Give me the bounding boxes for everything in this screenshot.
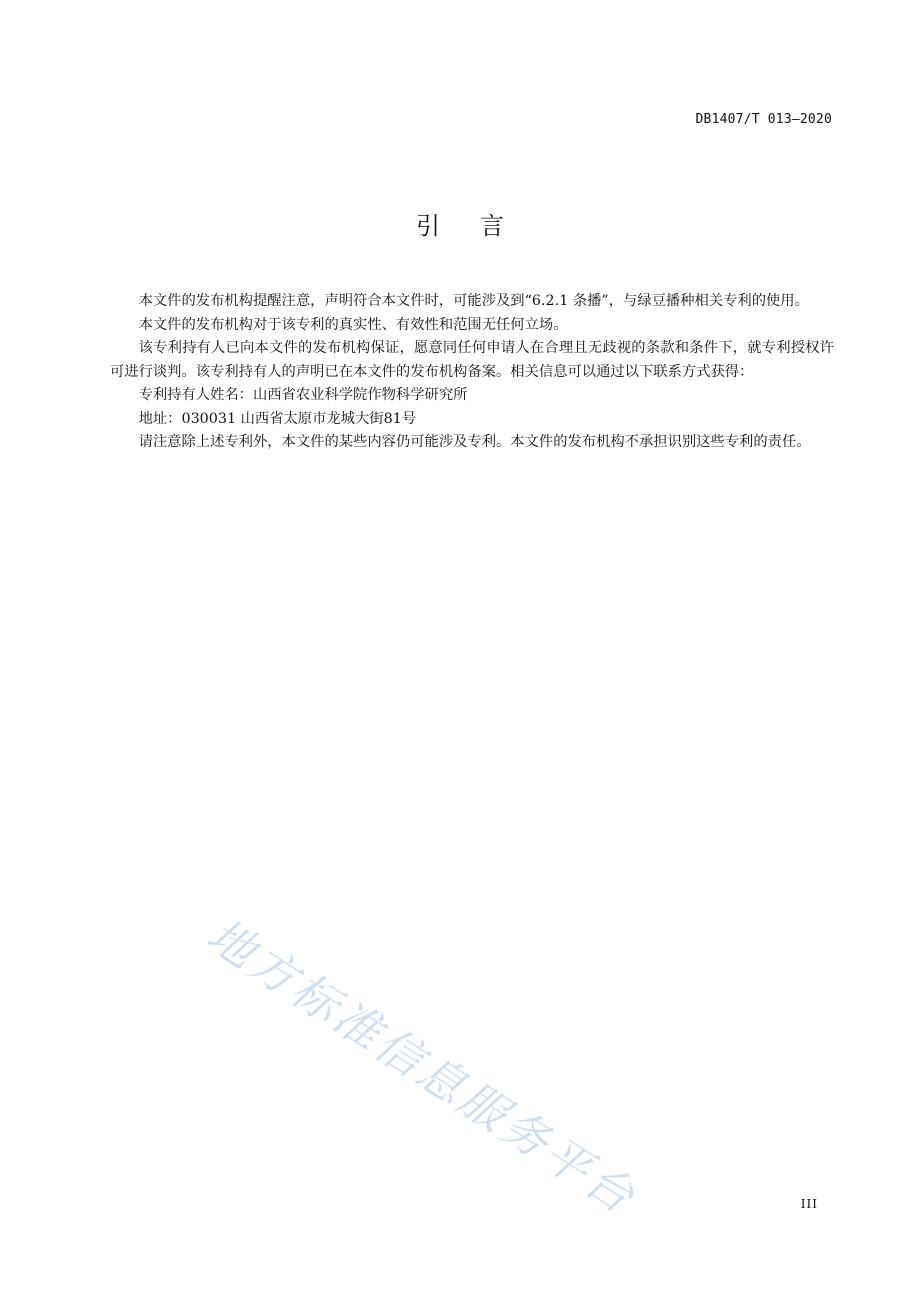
paragraph-holder-assurance: 该专利持有人已向本文件的发布机构保证，愿意同任何申请人在合理且无歧视的条款和条件下，就专利授权许可进行谈判。该专利持有人的声明已在本文件的发布机构备案。相关信息可以通过以下联系方式获得： <box>110 340 834 380</box>
page-number: III <box>800 1197 818 1211</box>
page-title: 引言 <box>416 212 544 240</box>
paragraph-patent-notice: 本文件的发布机构提醒注意，声明符合本文件时，可能涉及到“6.2.1 条播”，与绿豆播种相关专利的使用。 <box>138 293 809 309</box>
paragraph-holder-name: 专利持有人姓名：山西省农业科学院作物科学研究所 <box>138 387 468 403</box>
paragraph-address: 地址：030031 山西省太原市龙城大街81号 <box>138 410 417 427</box>
paragraph-disclaimer: 请注意除上述专利外，本文件的某些内容仍可能涉及专利。本文件的发布机构不承担识别这些专利的责任。 <box>138 434 811 450</box>
document-code: DB1407/T 013—2020 <box>695 112 832 127</box>
watermark: 地方标准信息服务平台 <box>197 907 647 1226</box>
paragraph-no-position: 本文件的发布机构对于该专利的真实性、有效性和范围无任何立场。 <box>138 316 568 333</box>
body-text <box>110 290 834 455</box>
